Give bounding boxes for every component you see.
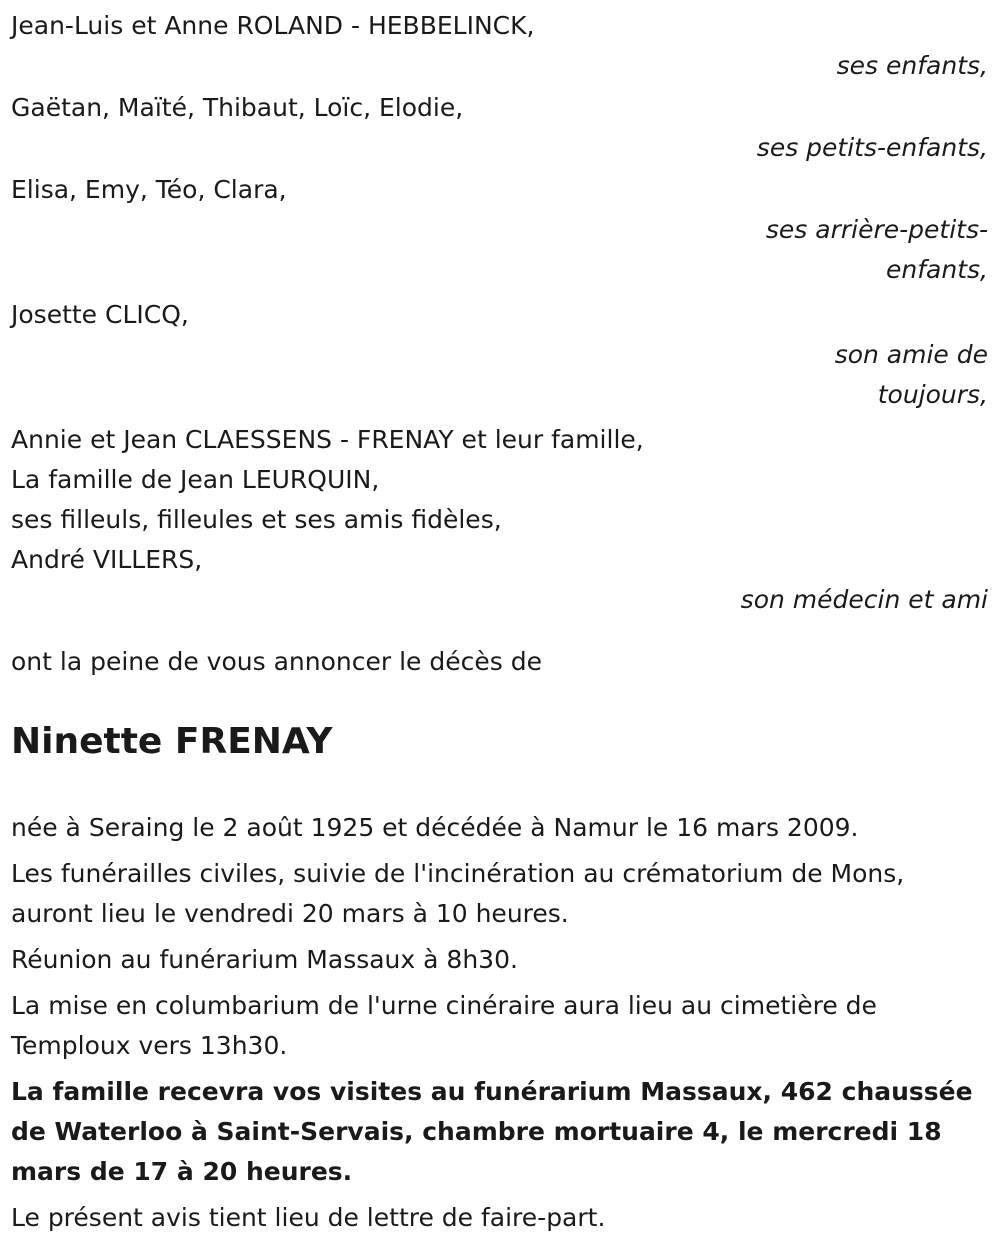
mourner-name: Elisa, Emy, Téo, Clara, — [11, 175, 287, 204]
other-mourner: André VILLERS, — [11, 545, 203, 574]
announcement-intro: ont la peine de vous annoncer le décès de — [11, 647, 542, 676]
mourner-name: Jean-Luis et Anne ROLAND - HEBBELINCK, — [11, 11, 535, 40]
other-mourner: ses filleuls, filleules et ses amis fidèles, — [11, 505, 502, 534]
columbarium-text: La mise en columbarium de l'urne cinéraire aura lieu au cimetière de Temploux vers 13h30. — [11, 991, 877, 1060]
mourner-name: Josette CLICQ, — [11, 300, 189, 329]
mourner-entry — [11, 170, 990, 290]
other-mourner: Annie et Jean CLAESSENS - FRENAY et leur famille, — [11, 425, 644, 454]
mourner-role: ses enfants, — [836, 51, 988, 80]
mourner-role: ses petits-enfants, — [756, 133, 988, 162]
mourner-role: ses arrière-petits- — [765, 215, 988, 244]
meeting-text: Réunion au funérarium Massaux à 8h30. — [11, 945, 518, 974]
mourner-entry — [11, 6, 990, 86]
notice-text: Le présent avis tient lieu de lettre de faire-part. — [11, 1203, 606, 1232]
other-mourner: La famille de Jean LEURQUIN, — [11, 465, 380, 494]
mourner-name: Gaëtan, Maïté, Thibaut, Loïc, Elodie, — [11, 93, 464, 122]
mourner-role: son amie de — [834, 340, 988, 369]
mourner-entry — [11, 88, 990, 168]
deceased-name: Ninette FRENAY — [11, 721, 333, 762]
mourner-role: toujours, — [877, 380, 988, 409]
doctor-role: son médecin et ami — [740, 585, 988, 614]
other-mourners — [11, 420, 990, 620]
mourner-entry — [11, 295, 990, 415]
birth-death-text: née à Seraing le 2 août 1925 et décédée à Namur le 16 mars 2009. — [11, 813, 859, 842]
funeral-text: Les funérailles civiles, suivie de l'incinération au crématorium de Mons, auront lieu le vendredi 20 mars à 10 heures. — [11, 859, 905, 928]
visits-text: La famille recevra vos visites au funérarium Massaux, 462 chaussée de Waterloo à Saint-Servais, chambre mortuaire 4, le mercredi 18 mars de 17 à 20 heures. — [11, 1077, 973, 1186]
mourner-role: enfants, — [886, 255, 988, 284]
